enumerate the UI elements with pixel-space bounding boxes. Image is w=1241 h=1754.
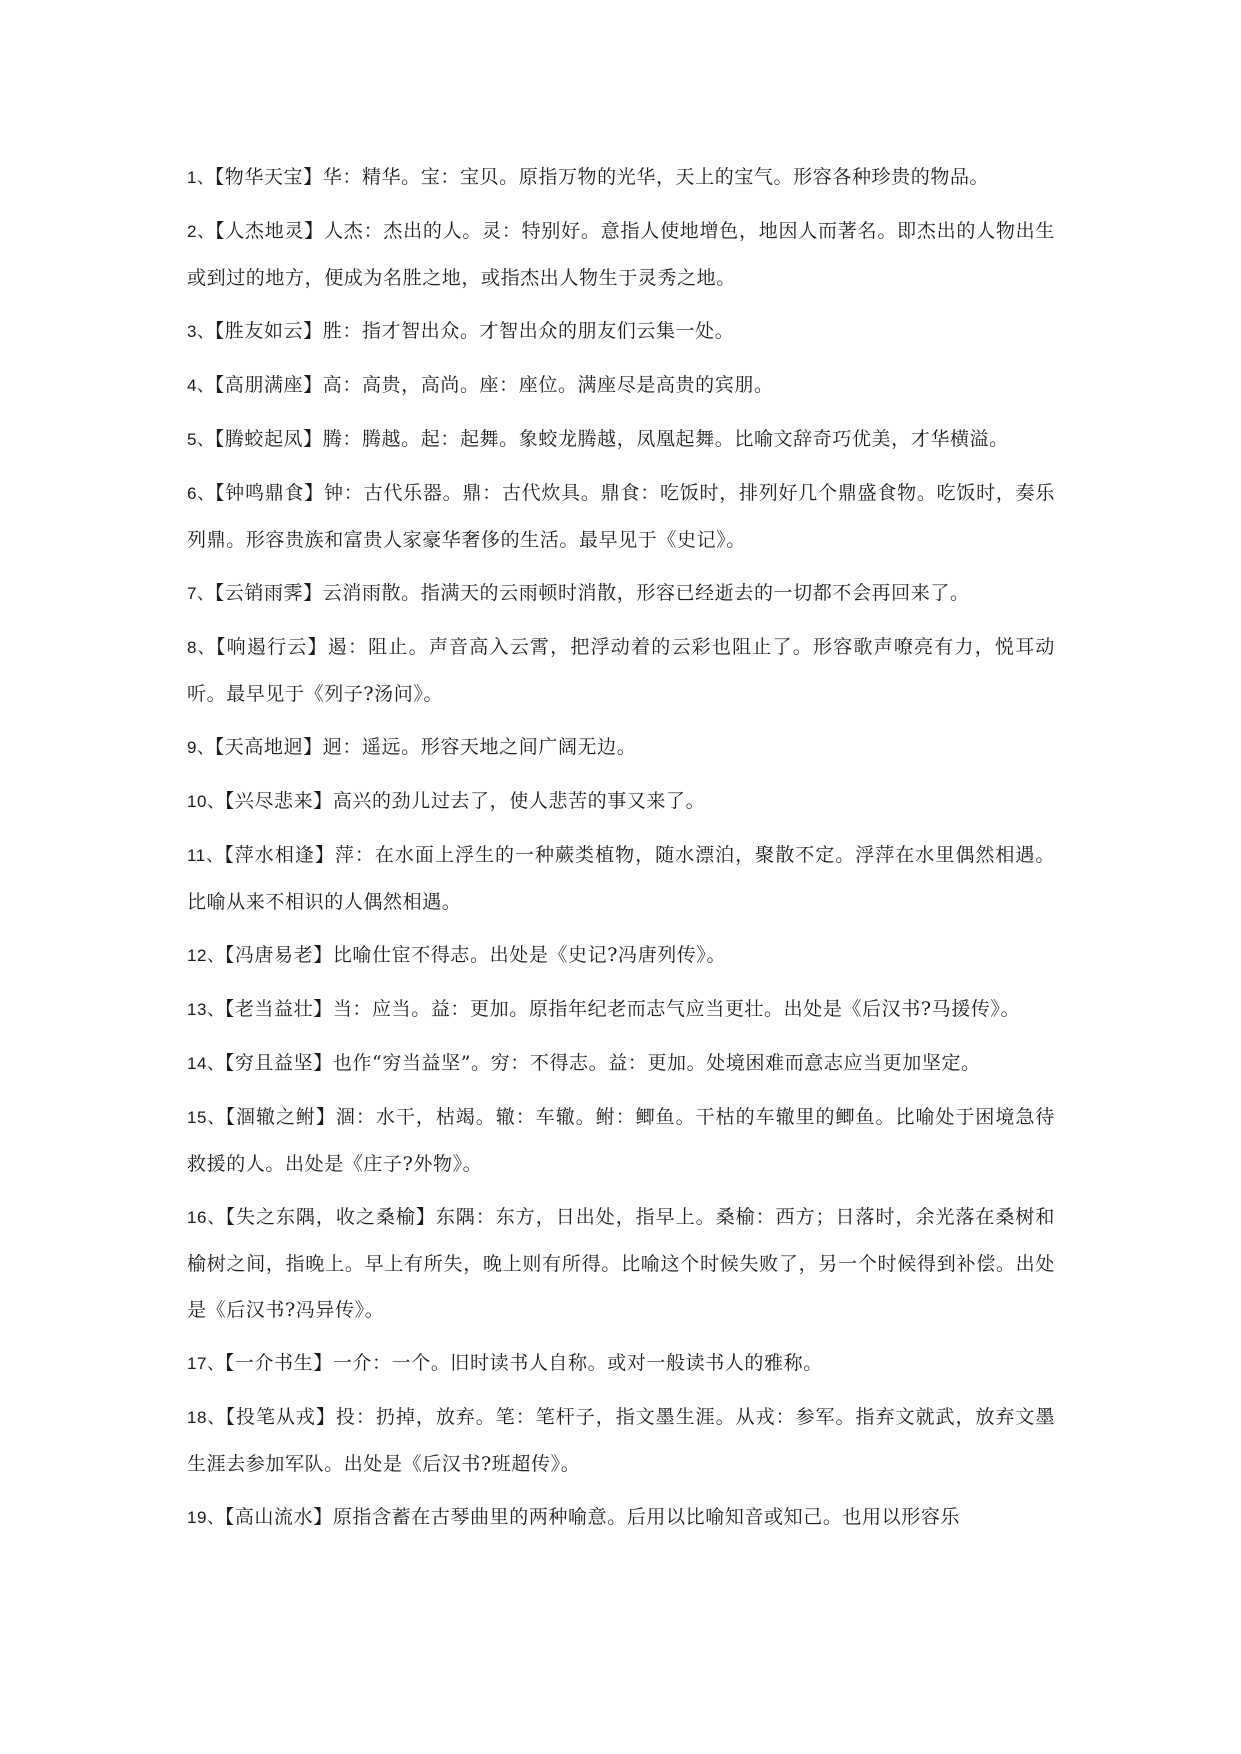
list-item xyxy=(187,208,1055,301)
list-item xyxy=(187,986,1055,1033)
list-item xyxy=(187,1340,1055,1387)
item-number: 12、 xyxy=(187,946,225,965)
list-item xyxy=(187,154,1055,201)
item-number: 2、 xyxy=(187,222,215,241)
list-item xyxy=(187,1394,1055,1487)
list-item xyxy=(187,724,1055,771)
item-text: 【兴尽悲来】高兴的劲儿过去了，使人悲苦的事又来了。 xyxy=(224,790,706,812)
list-item xyxy=(187,1494,1055,1541)
item-number: 19、 xyxy=(187,1508,225,1527)
list-item xyxy=(187,1194,1055,1333)
item-number: 4、 xyxy=(187,376,215,395)
list-item xyxy=(187,832,1055,925)
list-item xyxy=(187,362,1055,409)
item-text: 【高朋满座】高：高贵，高尚。座：座位。满座尽是高贵的宾朋。 xyxy=(214,374,774,396)
item-number: 1、 xyxy=(187,168,215,187)
list-item xyxy=(187,1040,1055,1087)
item-text: 【失之东隅，收之桑榆】东隅：东方，日出处，指早上。桑榆：西方；日落时，余光落在桑树和榆树之间，指晚上。早上有所失，晚上则有所得。比喻这个时候失败了，另一个时候得到补偿。出处是《后汉书?冯异传》。 xyxy=(187,1206,1055,1321)
item-number: 17、 xyxy=(187,1354,225,1373)
list-item xyxy=(187,470,1055,563)
item-number: 8、 xyxy=(187,638,216,657)
list-item xyxy=(187,1094,1055,1187)
idiom-list xyxy=(187,154,1055,1548)
item-number: 14、 xyxy=(187,1054,225,1073)
item-number: 9、 xyxy=(187,738,215,757)
item-number: 3、 xyxy=(187,322,215,341)
item-text: 【物华天宝】华：精华。宝：宝贝。原指万物的光华，天上的宝气。形容各种珍贵的物品。 xyxy=(214,166,990,188)
item-text: 【响遏行云】遏：阻止。声音高入云霄，把浮动着的云彩也阻止了。形容歌声嘹亮有力，悦耳动听。最早见于《列子?汤问》。 xyxy=(187,636,1056,705)
item-number: 10、 xyxy=(187,792,225,811)
item-text: 【老当益壮】当：应当。益：更加。原指年纪老而志气应当更壮。出处是《后汉书?马援传》。 xyxy=(224,998,1021,1020)
list-item xyxy=(187,624,1055,717)
item-text: 【涸辙之鲋】涸：水干，枯竭。辙：车辙。鲋：鲫鱼。干枯的车辙里的鲫鱼。比喻处于困境急待救援的人。出处是《庄子?外物》。 xyxy=(187,1106,1055,1175)
item-number: 11、 xyxy=(187,846,225,865)
item-text: 【冯唐易老】比喻仕宦不得志。出处是《史记?冯唐列传》。 xyxy=(224,944,727,966)
item-text: 【胜友如云】胜：指才智出众。才智出众的朋友们云集一处。 xyxy=(214,320,735,342)
item-text: 【一介书生】一介：一个。旧时读书人自称。或对一般读书人的雅称。 xyxy=(224,1352,823,1374)
list-item xyxy=(187,932,1055,979)
item-number: 16、 xyxy=(187,1208,226,1227)
list-item xyxy=(187,778,1055,825)
item-text: 【萍水相逢】萍：在水面上浮生的一种蕨类植物，随水漂泊，聚散不定。浮萍在水里偶然相遇。比喻从来不相识的人偶然相遇。 xyxy=(187,844,1055,913)
item-text: 【天高地迥】迥：遥远。形容天地之间广阔无边。 xyxy=(214,736,637,758)
item-number: 7、 xyxy=(187,584,215,603)
item-text: 【投笔从戎】投：扔掉，放弃。笔：笔杆子，指文墨生涯。从戎：参军。指弃文就武，放弃文墨生涯去参加军队。出处是《后汉书?班超传》。 xyxy=(187,1406,1055,1475)
item-number: 5、 xyxy=(187,430,215,449)
item-text: 【穷且益坚】也作“穷当益坚”。穷：不得志。益：更加。处境困难而意志应当更加坚定。 xyxy=(224,1052,981,1074)
item-number: 18、 xyxy=(187,1408,226,1427)
item-text: 【腾蛟起凤】腾：腾越。起：起舞。象蛟龙腾越，凤凰起舞。比喻文辞奇巧优美，才华横溢。 xyxy=(214,428,1009,450)
item-number: 6、 xyxy=(187,484,215,503)
item-number: 15、 xyxy=(187,1108,226,1127)
item-text: 【云销雨霁】云消雨散。指满天的云雨顿时消散，形容已经逝去的一切都不会再回来了。 xyxy=(214,582,970,604)
list-item xyxy=(187,416,1055,463)
item-text: 【钟鸣鼎食】钟：古代乐器。鼎：古代炊具。鼎食：吃饭时，排列好几个鼎盛食物。吃饭时，奏乐列鼎。形容贵族和富贵人家豪华奢侈的生活。最早见于《史记》。 xyxy=(187,482,1055,551)
item-number: 13、 xyxy=(187,1000,225,1019)
list-item xyxy=(187,308,1055,355)
item-text: 【人杰地灵】人杰：杰出的人。灵：特别好。意指人使地增色，地因人而著名。即杰出的人物出生或到过的地方，便成为名胜之地，或指杰出人物生于灵秀之地。 xyxy=(187,220,1055,289)
list-item xyxy=(187,570,1055,617)
item-text: 【高山流水】原指含蓄在古琴曲里的两种喻意。后用以比喻知音或知己。也用以形容乐 xyxy=(224,1506,961,1528)
